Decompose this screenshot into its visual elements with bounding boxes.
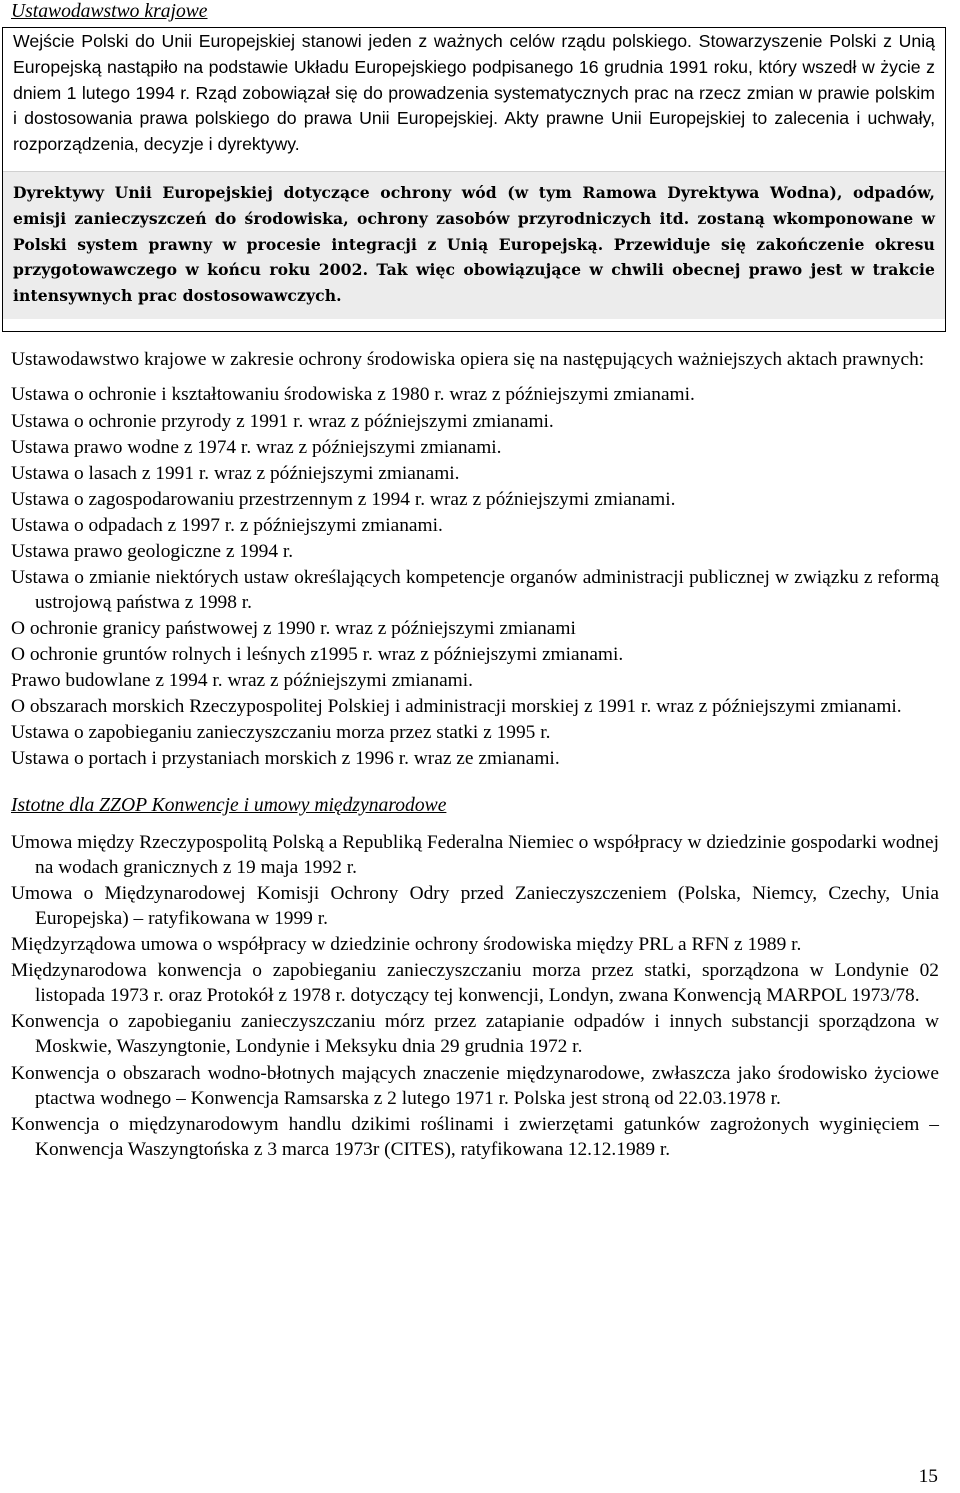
eu-accession-paragraph: Wejście Polski do Unii Europejskiej stanowi jeden z ważnych celów rządu polskiego. Stowarzyszenie Polski z Unią Europejską nastąpiło na podstawie Układu Europejskiego podpisanego 16 grudnia 1991 roku, który wszedł w życie z dniem 1 lutego 1994 r. Rząd zobowiązał się do prowadzenia systematycznych prac na rzecz zmian w prawie polskim i dostosowania prawa polskiego do prawa Unii Europejskiej. Akty prawne Unii Europejskiej to zalecenia i uchwały, rozporządzenia, decyzje i dyrektywy. [13,31,935,155]
list-item: Ustawa o odpadach z 1997 r. z późniejszymi zmianami. [11,514,443,536]
list-item: Umowa o Międzynarodowej Komisji Ochrony Odry przed Zanieczyszczeniem (Polska, Niemcy, Czechy, Unia Europejska) – ratyfikowana w 1999 r. [11,882,939,929]
list-item: Ustawa o zapobieganiu zanieczyszczaniu morza przez statki z 1995 r. [11,722,551,744]
section-heading-international-conventions: Istotne dla ZZOP Konwencje i umowy międzynarodowe [11,794,447,816]
list-item: Ustawa o ochronie przyrody z 1991 r. wraz z późniejszymi zmianami. [11,410,554,432]
list-item: Ustawa o zmianie niektórych ustaw określających kompetencje organów administracji publicznej w związku z reformą ustrojową państwa z 1998 r. [11,567,939,613]
list-item: O ochronie gruntów rolnych i leśnych z1995 r. wraz z późniejszymi zmianami. [11,643,624,665]
list-item: Umowa między Rzeczypospolitą Polską a Republiką Federalna Niemiec o współpracy w dziedzinie gospodarki wodnej na wodach granicznych z 19 maja 1992 r. [11,831,939,878]
list-item: Ustawa prawo wodne z 1974 r. wraz z późniejszymi zmianami. [11,436,502,458]
list-item: O ochronie granicy państwowej z 1990 r. wraz z późniejszymi zmianami [11,617,576,639]
list-item: Ustawa o portach i przystaniach morskich z 1996 r. wraz ze zmianami. [11,748,560,770]
eu-directives-paragraph: Dyrektywy Unii Europejskiej dotyczące ochrony wód (w tym Ramowa Dyrektywa Wodna), odpadów, emisji zanieczyszczeń do środowiska, ochrony zasobów przyrodniczych itd. zostaną wkomponowane w Polski system prawny w procesie integracji z Unią Europejską. Przewiduje się zakończenie okresu przygotowawczego w końcu roku 2002. Tak więc obowiązujące w chwili obecnej prawo jest w trakcie intensywnych prac dostosowawczych. [3,171,945,319]
legal-acts-list [11,383,939,771]
eu-accession-box [2,27,946,332]
page-number: 15 [918,1465,938,1487]
list-item: Ustawa prawo geologiczne z 1994 r. [11,541,294,563]
list-item: Konwencja o zapobieganiu zanieczyszczaniu mórz przez zatapianie odpadów i innych substancji sporządzona w Moskwie, Waszyngtonie, Londynie i Meksyku dnia 29 grudnia 1972 r. [11,1011,939,1058]
legal-acts-intro: Ustawodawstwo krajowe w zakresie ochrony środowiska opiera się na następujących ważniejszych aktach prawnych: [11,348,925,370]
list-item: Ustawa o ochronie i kształtowaniu środowiska z 1980 r. wraz z późniejszymi zmianami. [11,384,695,406]
document-page [11,0,939,1163]
list-item: Międzynarodowa konwencja o zapobieganiu zanieczyszczaniu morza przez statki, sporządzona w Londynie 02 listopada 1973 r. oraz Protokół z 1978 r. dotyczący tej konwencji, Londyn, zwana Konwencją MARPOL 1973/78. [11,960,939,1007]
list-item: Konwencja o obszarach wodno-błotnych mających znaczenie międzynarodowe, zwłaszcza jako środowisko życiowe ptactwa wodnego – Konwencja Ramsarska z 2 lutego 1971 r. Polska jest stroną od 22.03.1978 r. [11,1062,939,1109]
section-heading-national-law: Ustawodawstwo krajowe [11,1,208,22]
list-item: O obszarach morskich Rzeczypospolitej Polskiej i administracji morskiej z 1991 r. wraz z późniejszymi zmianami. [11,696,902,717]
list-item: Międzyrządowa umowa o współpracy w dziedzinie ochrony środowiska między PRL a RFN z 1989 r. [11,934,802,956]
list-item: Konwencja o międzynarodowym handlu dzikimi roślinami i zwierzętami gatunków zagrożonych wyginięciem – Konwencja Waszyngtońska z 3 marca 1973r (CITES), ratyfikowana 12.12.1989 r. [11,1113,939,1160]
list-item: Prawo budowlane z 1994 r. wraz z późniejszymi zmianami. [11,669,474,691]
list-item: Ustawa o zagospodarowaniu przestrzennym z 1994 r. wraz z późniejszymi zmianami. [11,488,676,510]
list-item: Ustawa o lasach z 1991 r. wraz z późniejszymi zmianami. [11,462,460,484]
conventions-list [11,830,939,1162]
